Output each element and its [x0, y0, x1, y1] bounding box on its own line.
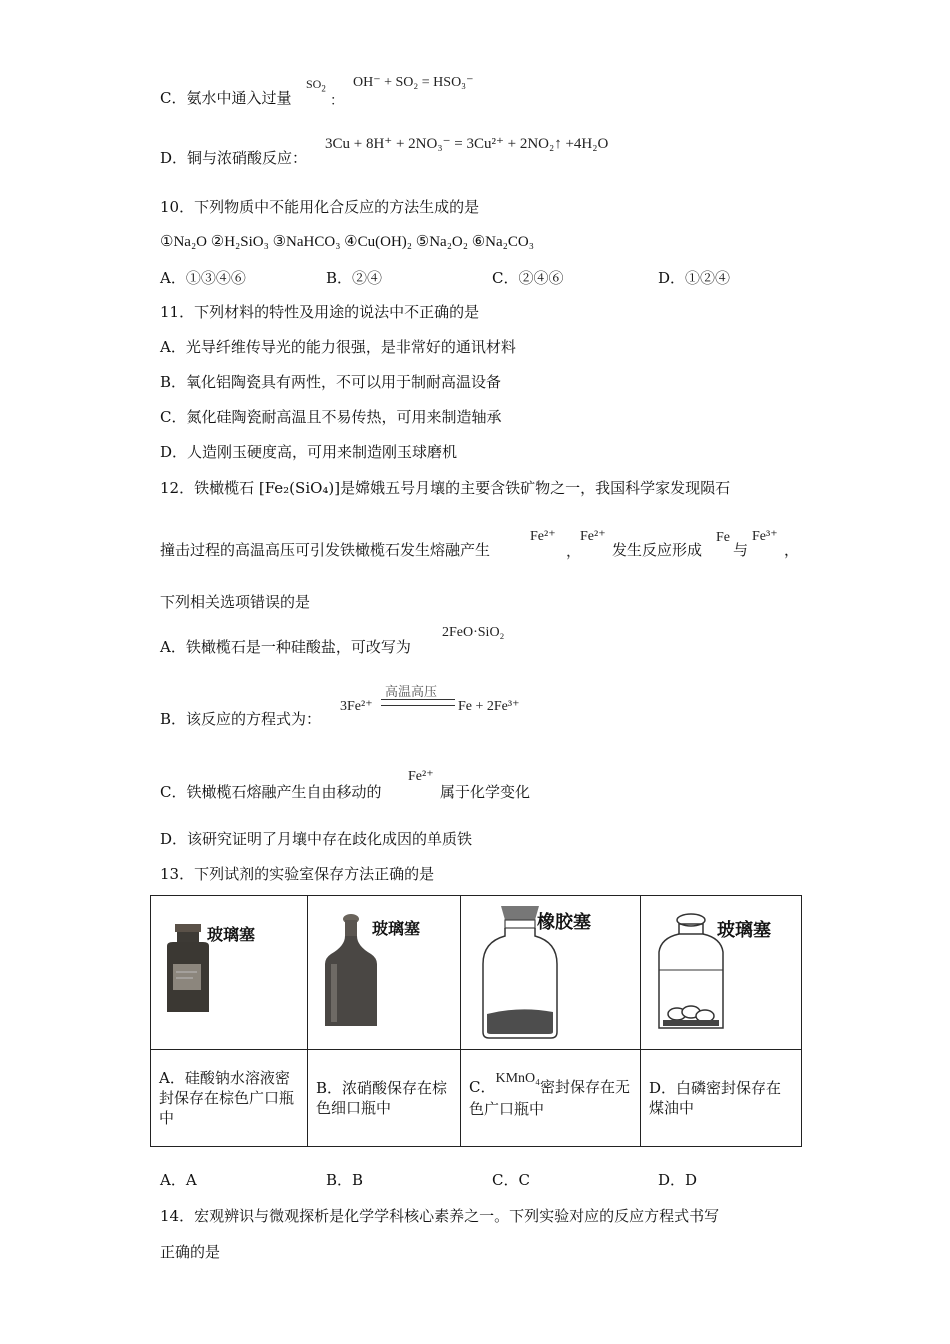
q13-cell-a-image: [151, 896, 308, 1050]
q13-option-c: C．C: [492, 1171, 530, 1189]
q12-option-b: B．该反应的方程式为：: [160, 710, 322, 728]
q13-cell-c-text-b: 密封保存在无色广口瓶中: [469, 1078, 631, 1118]
q13-table: [150, 895, 802, 1147]
q13-cell-b-label: 玻璃塞: [372, 919, 421, 938]
q12-comma: ，: [566, 544, 582, 560]
q12-yu: 与: [733, 541, 749, 559]
q12-option-b-equals: [381, 699, 455, 706]
brown-wide-mouth-bottle-icon: [163, 924, 213, 1016]
q9-c-so2: [306, 77, 326, 92]
q13-cell-d-label: 玻璃塞: [717, 920, 771, 941]
q11-option-a: A．光导纤维传导光的能力很强，是非常好的通讯材料: [160, 338, 516, 356]
q12-option-c-ion: Fe²⁺: [408, 769, 434, 784]
q12-fe: Fe: [716, 530, 730, 545]
q9-c-so-sub: 2: [321, 83, 326, 94]
q13-stem: 13．下列试剂的实验室保存方法正确的是: [160, 865, 435, 883]
q12-option-b-left: 3Fe²⁺: [340, 699, 373, 714]
q12-option-d: D．该研究证明了月壤中存在歧化成因的单质铁: [160, 830, 473, 848]
q12-option-a-formula: 2FeO·SiO₂: [442, 625, 505, 640]
q12-option-b-condition: 高温高压: [385, 685, 438, 700]
q13-cell-a-text: A．硅酸钠水溶液密封保存在棕色广口瓶中: [151, 1050, 308, 1147]
q12-stem-line2: 撞击过程的高温高压可引发铁橄榄石发生熔融产生: [160, 541, 491, 559]
q13-cell-c-image: [461, 896, 641, 1050]
q14-stem-line1: 14．宏观辨识与微观探析是化学学科核心素养之一。下列实验对应的反应方程式书写: [160, 1207, 720, 1225]
q9-option-c-text: C．氨水中通入过量: [160, 89, 292, 107]
q13-option-d: D．D: [658, 1171, 698, 1189]
q11-option-d: D．人造刚玉硬度高，可用来制造刚玉球磨机: [160, 443, 458, 461]
q12-option-c-tail: 属于化学变化: [440, 783, 531, 801]
q11-option-b: B．氧化铝陶瓷具有两性，不可以用于制耐高温设备: [160, 373, 502, 391]
q13-cell-d-image: [641, 896, 802, 1050]
q13-cell-c-text-a: C．: [469, 1078, 496, 1096]
q13-option-b: B．B: [326, 1171, 364, 1189]
q11-option-c: C．氮化硅陶瓷耐高温且不易传热，可用来制造轴承: [160, 408, 502, 426]
q9-c-equation: OH⁻ + SO₂ = HSO₃⁻: [353, 75, 474, 90]
q12-fe2-ion-a: Fe²⁺: [530, 529, 556, 544]
q12-option-a: A．铁橄榄石是一种硅酸盐，可改写为: [160, 638, 411, 656]
q10-stem: 10．下列物质中不能用化合反应的方法生成的是: [160, 198, 480, 216]
q13-cell-c-formula: KMnO₄: [495, 1071, 541, 1086]
q13-cell-a-label: 玻璃塞: [207, 925, 256, 944]
q13-cell-d-text: D．白磷密封保存在煤油中: [641, 1050, 802, 1147]
q13-cell-b-text: B．浓硝酸保存在棕色细口瓶中: [308, 1050, 461, 1147]
q11-stem: 11．下列材料的特性及用途的说法中不正确的是: [160, 303, 480, 321]
q10-option-a: A．①③④⑥: [160, 269, 246, 287]
q13-cell-c-text: [461, 1050, 641, 1147]
q12-stem-line3: 下列相关选项错误的是: [160, 593, 311, 611]
q13-cell-b-image: [308, 896, 461, 1050]
q10-option-b: B．②④: [326, 269, 383, 287]
q10-items: ①Na₂O ②H₂SiO₃ ③NaHCO₃ ④Cu(OH)₂ ⑤Na₂O₂ ⑥Na₂CO₃: [160, 234, 534, 250]
q9-c-colon: ：: [330, 94, 344, 109]
q9-option-c: [160, 88, 291, 108]
q12-stem-line2b: 发生反应形成: [612, 541, 703, 559]
q12-stem-line1: 12．铁橄榄石 [Fe₂(SiO₄)]是嫦娥五号月壤的主要含铁矿物之一，我国科学家发现陨石: [160, 479, 731, 497]
brown-narrow-mouth-bottle-icon: [323, 914, 379, 1030]
q9-option-d: D．铜与浓硝酸反应：: [160, 149, 308, 167]
q12-fe2-ion-b: Fe²⁺: [580, 529, 606, 544]
q12-option-c: C．铁橄榄石熔融产生自由移动的: [160, 783, 382, 801]
q10-option-c: C．②④⑥: [492, 269, 564, 287]
q10-option-d: D．①②④: [658, 269, 731, 287]
q13-option-a: A．A: [160, 1171, 197, 1189]
q12-comma2: ，: [784, 541, 800, 559]
q13-cell-c-label: 橡胶塞: [537, 912, 591, 933]
q12-option-b-right: Fe + 2Fe³⁺: [458, 699, 520, 714]
q9-d-equation: 3Cu + 8H⁺ + 2NO₃⁻ = 3Cu²⁺ + 2NO₂↑ +4H₂O: [325, 136, 609, 152]
q12-fe3-ion: Fe³⁺: [752, 529, 778, 544]
q9-c-so-label: SO: [306, 77, 322, 91]
q14-stem-line2: 正确的是: [160, 1243, 221, 1261]
